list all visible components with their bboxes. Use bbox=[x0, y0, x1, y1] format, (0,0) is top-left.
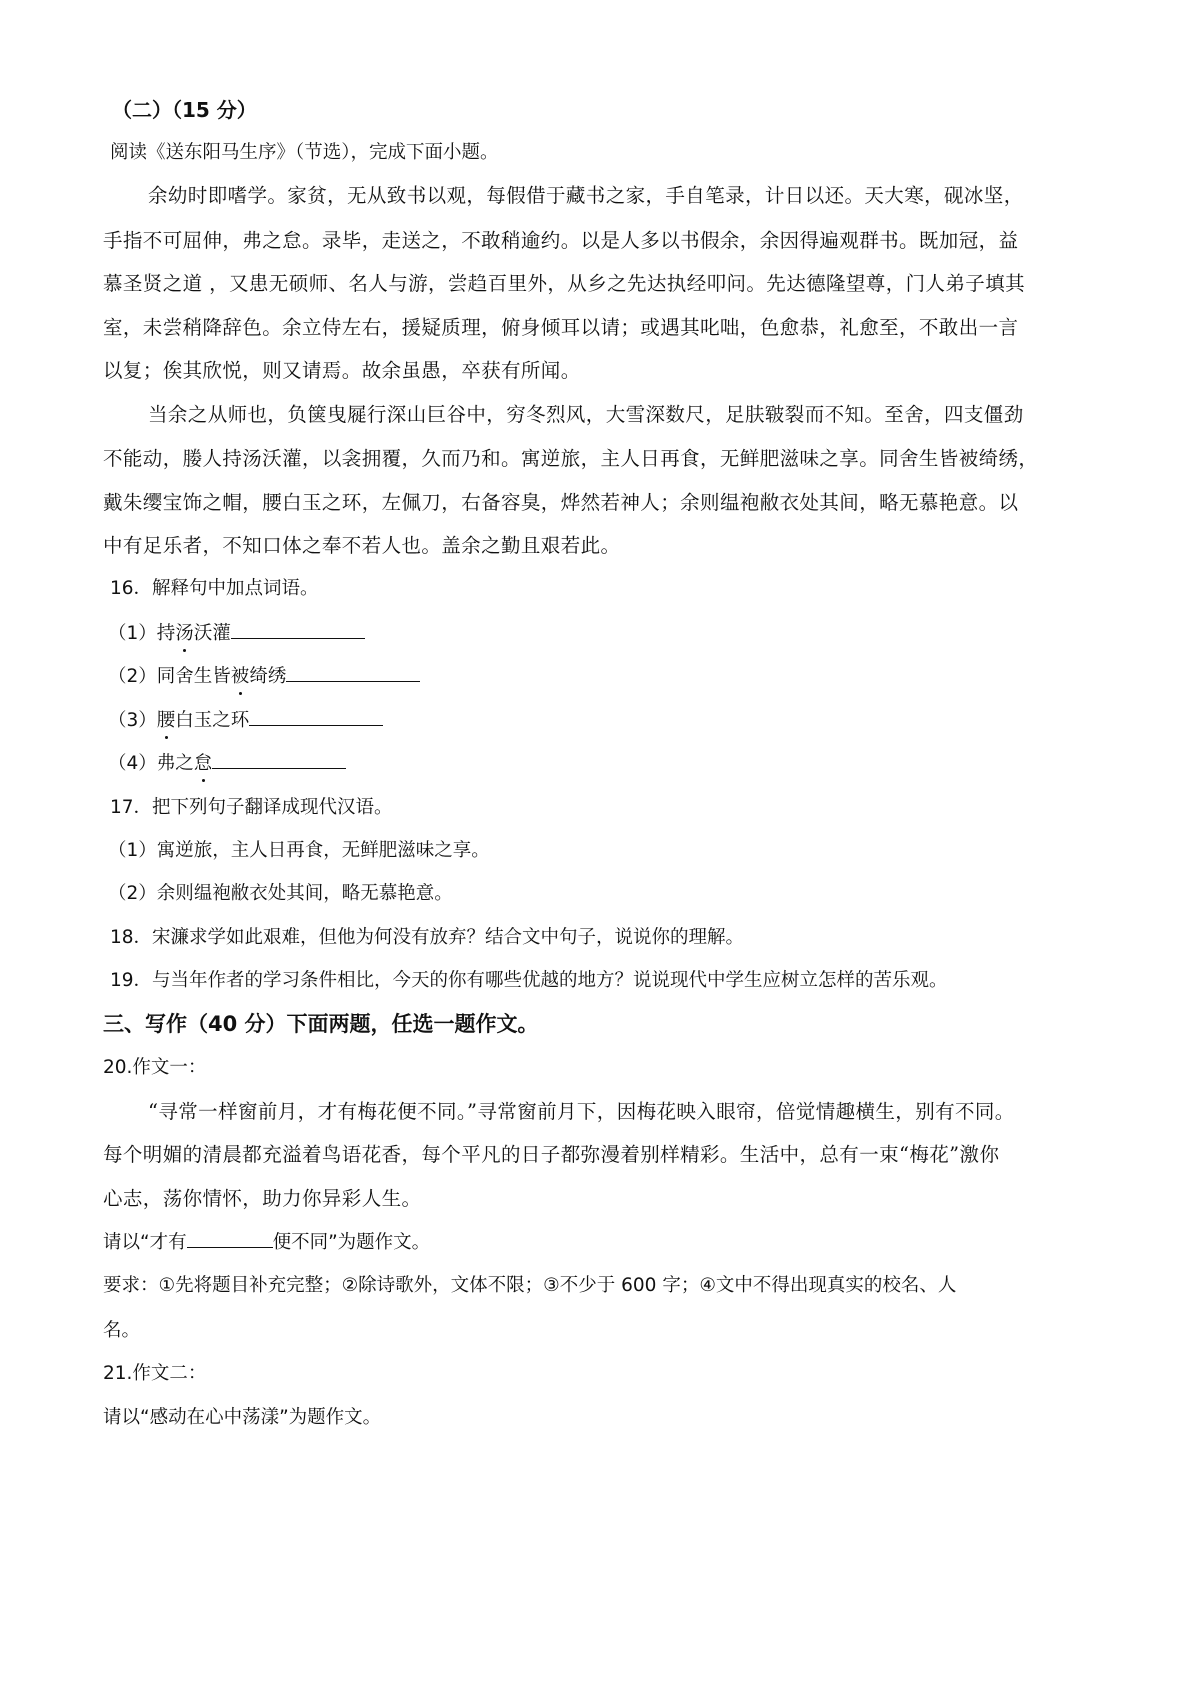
dotted-word: 被 bbox=[231, 664, 250, 690]
q17-item: （2）余则缊袍敝衣处其间，略无慕艳意。 bbox=[108, 883, 453, 904]
q17-item: （1）寓逆旅，主人日再食，无鲜肥滋味之享。 bbox=[108, 840, 490, 861]
passage-line: 手指不可屈伸，弗之怠。录毕，走送之，不敢稍逾约。以是人多以书假余，余因得遍观群书。既加冠，益 bbox=[103, 229, 1019, 252]
passage-line: 余幼时即嗜学。家贫，无从致书以观，每假借于藏书之家，手自笔录，计日以还。天大寒，砚冰坚， bbox=[148, 184, 1024, 207]
dotted-word: 腰 bbox=[157, 708, 176, 734]
requirements-cont: 名。 bbox=[103, 1320, 141, 1341]
q16-item: （4）弗之怠 bbox=[108, 750, 1200, 777]
passage-line: 中有足乐者，不知口体之奉不若人也。盖余之勤且艰若此。 bbox=[103, 534, 621, 557]
question-18: 18．宋濂求学如此艰难，但他为何没有放弃？结合文中句子，说说你的理解。 bbox=[110, 927, 745, 948]
q16-item: （1）持汤沃灌 bbox=[108, 620, 1200, 647]
essay1-line: 每个明媚的清晨都充溢着鸟语花香，每个平凡的日子都弥漫着别样精彩。生活中，总有一束“梅花”激你 bbox=[103, 1143, 1000, 1166]
answer-blank[interactable] bbox=[286, 663, 420, 682]
passage-line: 慕圣贤之道 ，又患无硕师、名人与游，尝趋百里外，从乡之先达执经叩问。先达德隆望尊，门人弟子填其 bbox=[103, 272, 1025, 295]
answer-blank[interactable] bbox=[231, 620, 365, 639]
essay1-label: 20.作文一： bbox=[103, 1057, 207, 1078]
dotted-word: 汤 bbox=[175, 621, 194, 647]
section-heading: （二）（15 分） bbox=[112, 98, 257, 122]
dotted-word: 怠 bbox=[194, 751, 213, 777]
answer-blank[interactable] bbox=[249, 707, 383, 726]
passage-line: 当余之从师也，负箧曳屣行深山巨谷中，穷冬烈风，大雪深数尺，足肤皲裂而不知。至舍，四支僵劲 bbox=[148, 403, 1024, 426]
passage-line: 戴朱缨宝饰之帽，腰白玉之环，左佩刀，右备容臭，烨然若神人；余则缊袍敝衣处其间，略无慕艳意。以 bbox=[103, 491, 1019, 514]
answer-blank[interactable] bbox=[212, 750, 346, 769]
question-17: 17．把下列句子翻译成现代汉语。 bbox=[110, 797, 393, 818]
writing-section-heading: 三、写作（40 分）下面两题，任选一题作文。 bbox=[103, 1012, 539, 1036]
passage-line: 室，未尝稍降辞色。余立侍左右，援疑质理，俯身倾耳以请；或遇其叱咄，色愈恭，礼愈至，不敢出一言 bbox=[103, 316, 1019, 339]
essay1-title-prompt: 请以“才有 便不同”为题作文。 bbox=[103, 1229, 1200, 1256]
q16-item: （3）腰白玉之环 bbox=[108, 707, 1200, 734]
essay1-line: 心志，荡你情怀，助力你异彩人生。 bbox=[103, 1187, 422, 1210]
q16-item: （2）同舍生皆被绮绣 bbox=[108, 663, 1200, 690]
essay2-label: 21.作文二： bbox=[103, 1363, 207, 1384]
passage-line: 以复；俟其欣悦，则又请焉。故余虽愚，卒获有所闻。 bbox=[103, 359, 581, 382]
essay1-line: “寻常一样窗前月，才有梅花便不同。”寻常窗前月下，因梅花映入眼帘，倍觉情趣横生，别有不同。 bbox=[148, 1100, 1015, 1123]
requirements: 要求：①先将题目补充完整；②除诗歌外，文体不限；③不少于 600 字；④文中不得出现真实的校名、人 bbox=[103, 1275, 957, 1296]
question-16: 16．解释句中加点词语。 bbox=[110, 578, 319, 599]
essay2-prompt: 请以“感动在心中荡漾”为题作文。 bbox=[103, 1407, 382, 1428]
reading-instruction: 阅读《送东阳马生序》（节选），完成下面小题。 bbox=[110, 142, 499, 163]
question-19: 19．与当年作者的学习条件相比，今天的你有哪些优越的地方？说说现代中学生应树立怎样的苦乐观。 bbox=[110, 970, 948, 991]
title-blank[interactable] bbox=[187, 1229, 273, 1248]
passage-line: 不能动，媵人持汤沃灌，以衾拥覆，久而乃和。寓逆旅，主人日再食，无鲜肥滋味之享。同舍生皆被绮绣， bbox=[103, 447, 1039, 470]
